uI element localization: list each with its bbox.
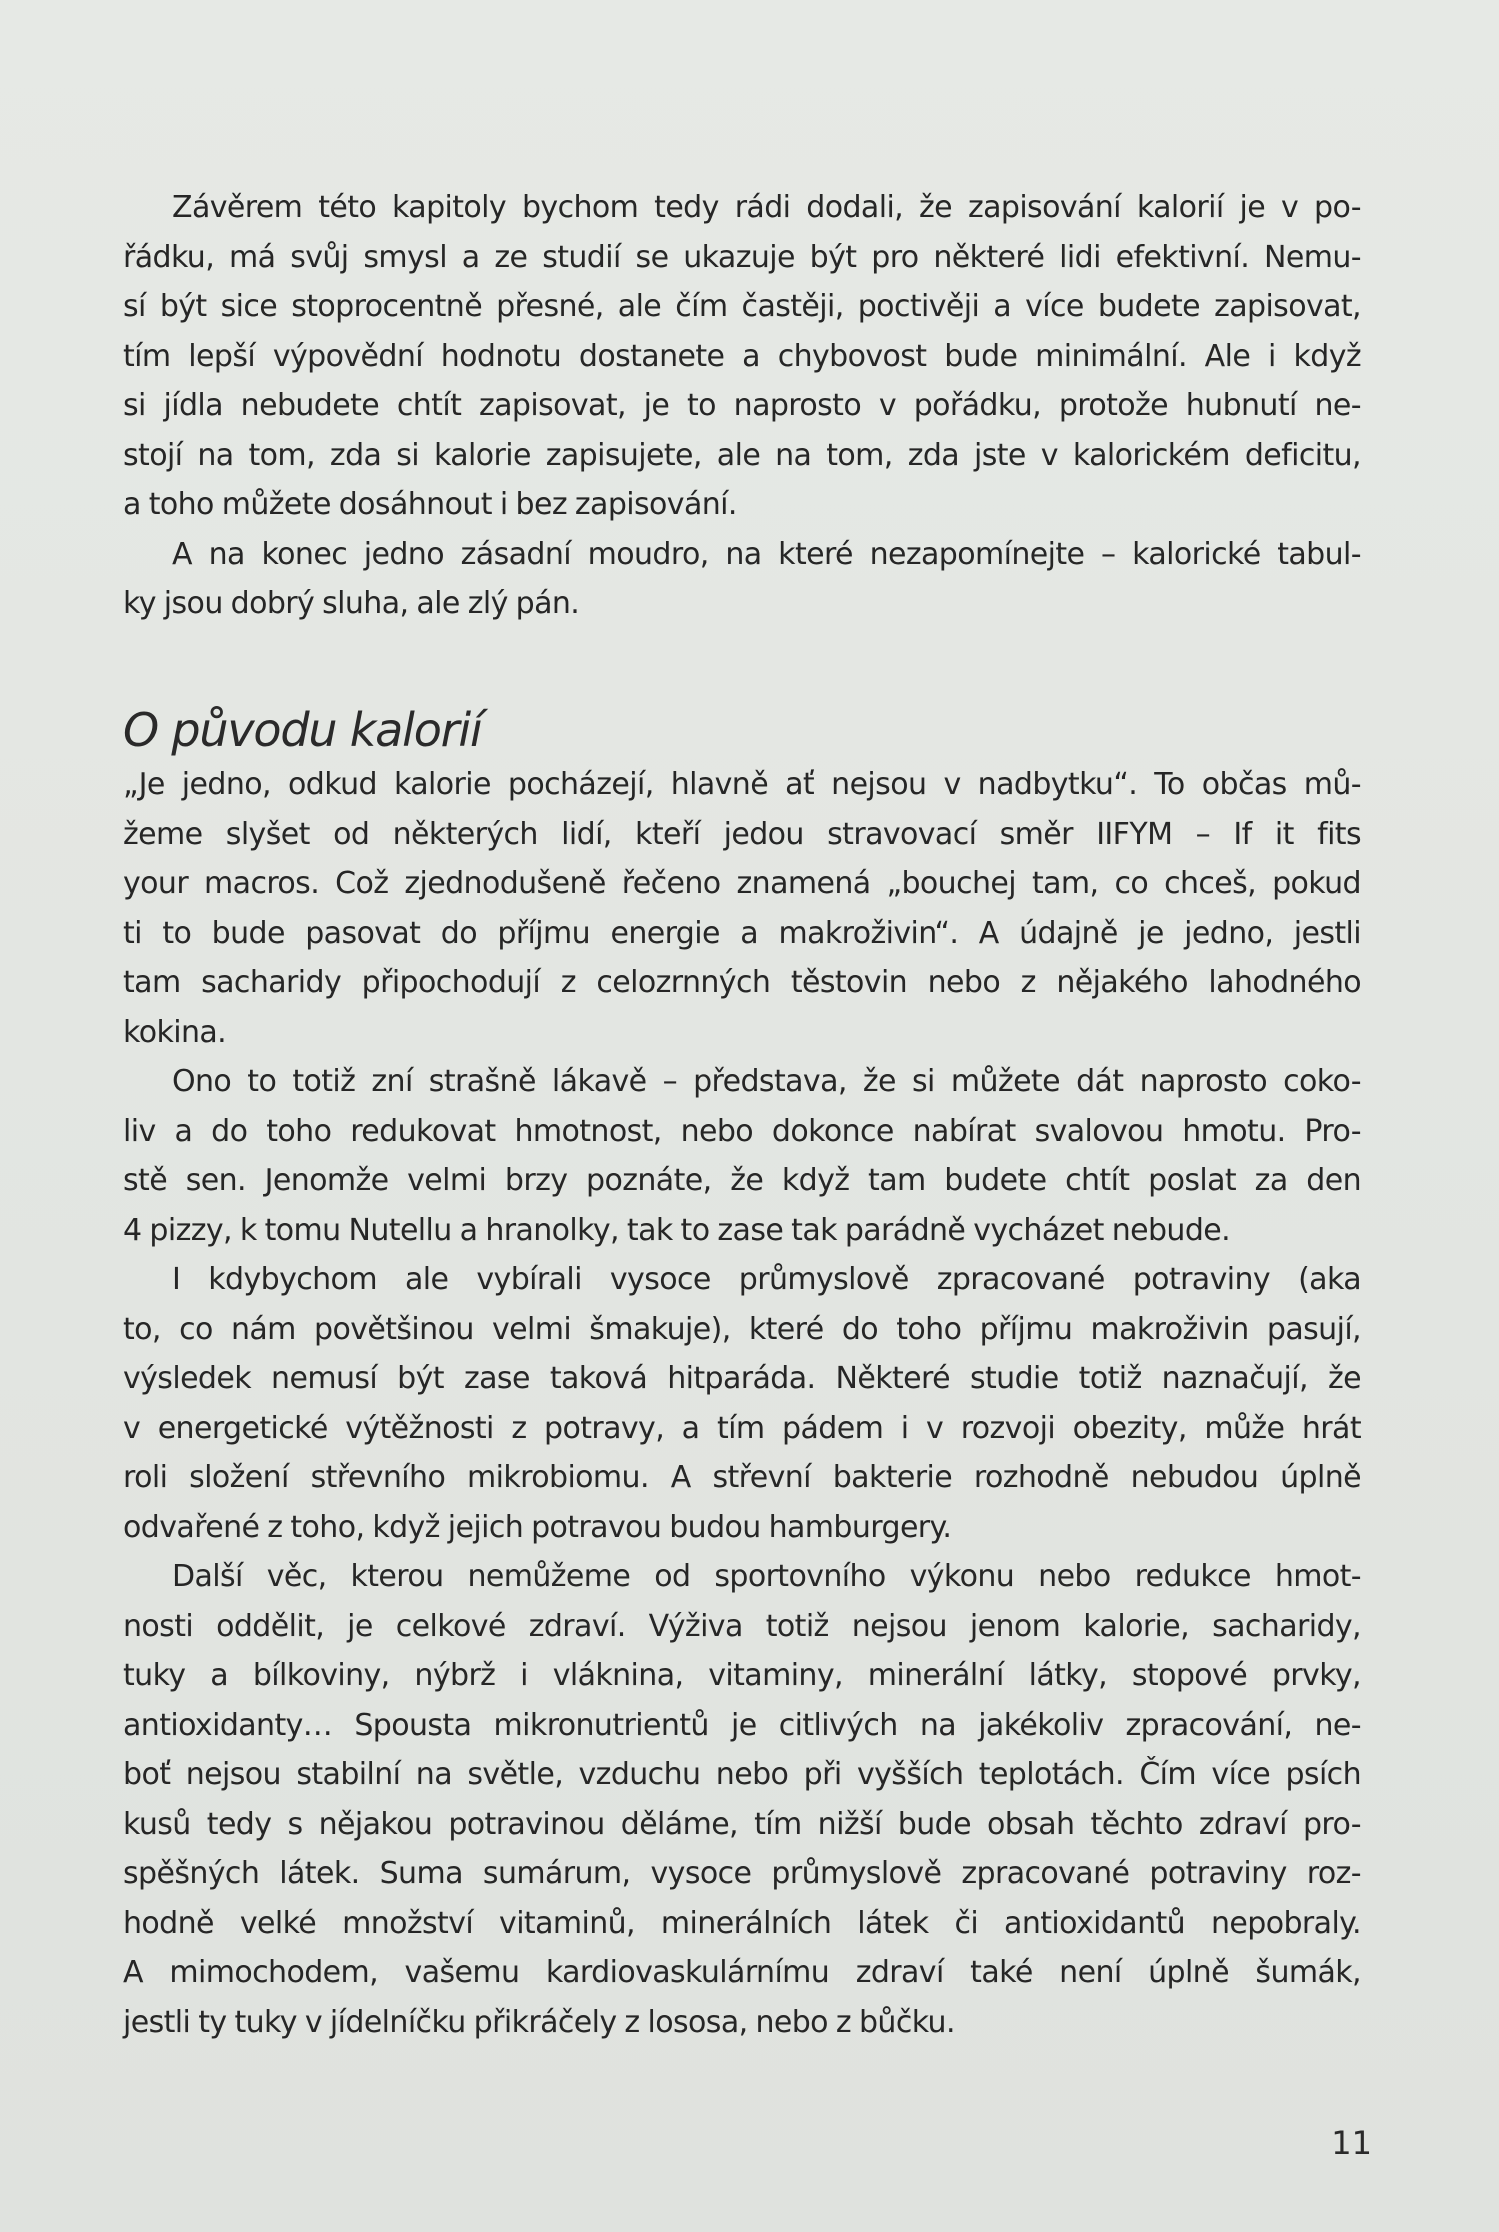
text-line: „Je jedno, odkud kalorie pocházejí, hlavně ať nejsou v nadbytku“. To občas mů- [123, 767, 1361, 802]
text-line: 4 pizzy, k tomu Nutellu a hranolky, tak to zase tak parádně vycházet nebude. [123, 1212, 1231, 1248]
text-line: liv a do toho redukovat hmotnost, nebo dokonce nabírat svalovou hmotu. Pro- [123, 1113, 1361, 1149]
text-line: spěšných látek. Suma sumárum, vysoce průmyslově zpracované potraviny roz- [123, 1856, 1361, 1891]
text-line: a toho můžete dosáhnout i bez zapisování. [123, 487, 737, 522]
text-line: I kdybychom ale vybírali vysoce průmyslově zpracované potraviny (aka [172, 1262, 1361, 1297]
text-line: A na konec jedno zásadní moudro, na které nezapomínejte – kalorické tabul- [172, 536, 1361, 572]
text-line: to, co nám povětšinou velmi šmakuje), které do toho příjmu makroživin pasují, [123, 1311, 1361, 1347]
text-line: stě sen. Jenomže velmi brzy poznáte, že když tam budete chtít poslat za den [123, 1163, 1361, 1198]
text-line: your macros. Což zjednodušeně řečeno znamená „bouchej tam, co chceš, pokud [123, 866, 1361, 901]
text-line: si jídla nebudete chtít zapisovat, je to naprosto v pořádku, protože hubnutí ne- [123, 388, 1361, 423]
section-heading: O původu kalorií [123, 703, 482, 757]
text-line: tuky a bílkoviny, nýbrž i vláknina, vitaminy, minerální látky, stopové prvky, [123, 1658, 1361, 1693]
text-line: v energetické výtěžnosti z potravy, a tím pádem i v rozvoji obezity, může hrát [123, 1410, 1361, 1446]
text-line: Ono to totiž zní strašně lákavě – představa, že si můžete dát naprosto coko- [172, 1064, 1361, 1099]
text-line: ti to bude pasovat do příjmu energie a makroživin“. A údajně je jedno, jestli [123, 915, 1361, 951]
text-line: antioxidanty… Spousta mikronutrientů je citlivých na jakékoliv zpracování, ne- [123, 1707, 1361, 1743]
intro-paragraphs [123, 183, 1361, 629]
page-number: 11 [1331, 2124, 1372, 2162]
text-line: žeme slyšet od některých lidí, kteří jedou stravovací směr IIFYM – If it fits [123, 816, 1361, 852]
text-line: boť nejsou stabilní na světle, vzduchu nebo při vyšších teplotách. Čím více psích [123, 1757, 1361, 1792]
text-line: odvařené z toho, když jejich potravou budou hamburgery. [123, 1509, 952, 1545]
text-line: tam sacharidy připochodují z celozrnných těstovin nebo z nějakého lahodného [123, 965, 1361, 1000]
text-line: Závěrem této kapitoly bychom tedy rádi dodali, že zapisování kalorií je v po- [172, 190, 1361, 225]
text-line: stojí na tom, zda si kalorie zapisujete, ale na tom, zda jste v kalorickém deficitu, [123, 437, 1361, 473]
text-line: sí být sice stoprocentně přesné, ale čím častěji, poctivěji a více budete zapisovat, [123, 289, 1361, 324]
text-line: jestli ty tuky v jídelníčku přikráčely z lososa, nebo z bůčku. [123, 2004, 955, 2040]
text-line: A mimochodem, vašemu kardiovaskulárnímu zdraví také není úplně šumák, [123, 1955, 1361, 1990]
text-line: roli složení střevního mikrobiomu. A střevní bakterie rozhodně nebudou úplně [123, 1460, 1361, 1495]
text-line: kokina. [123, 1014, 227, 1050]
text-line: výsledek nemusí být zase taková hitparáda. Některé studie totiž naznačují, že [123, 1361, 1361, 1396]
text-line: ky jsou dobrý sluha, ale zlý pán. [123, 586, 580, 621]
text-line: nosti oddělit, je celkové zdraví. Výživa totiž nejsou jenom kalorie, sacharidy, [123, 1608, 1361, 1644]
text-line: tím lepší výpovědní hodnotu dostanete a chybovost bude minimální. Ale i když [123, 338, 1361, 374]
text-line: řádku, má svůj smysl a ze studií se ukazuje být pro některé lidi efektivní. Nemu- [123, 239, 1361, 275]
section-paragraphs [123, 760, 1361, 2047]
text-line: hodně velké množství vitaminů, minerálních látek či antioxidantů nepobraly. [123, 1905, 1361, 1941]
text-line: kusů tedy s nějakou potravinou děláme, tím nižší bude obsah těchto zdraví pro- [123, 1806, 1361, 1842]
text-line: Další věc, kterou nemůžeme od sportovního výkonu nebo redukce hmot- [172, 1559, 1361, 1594]
